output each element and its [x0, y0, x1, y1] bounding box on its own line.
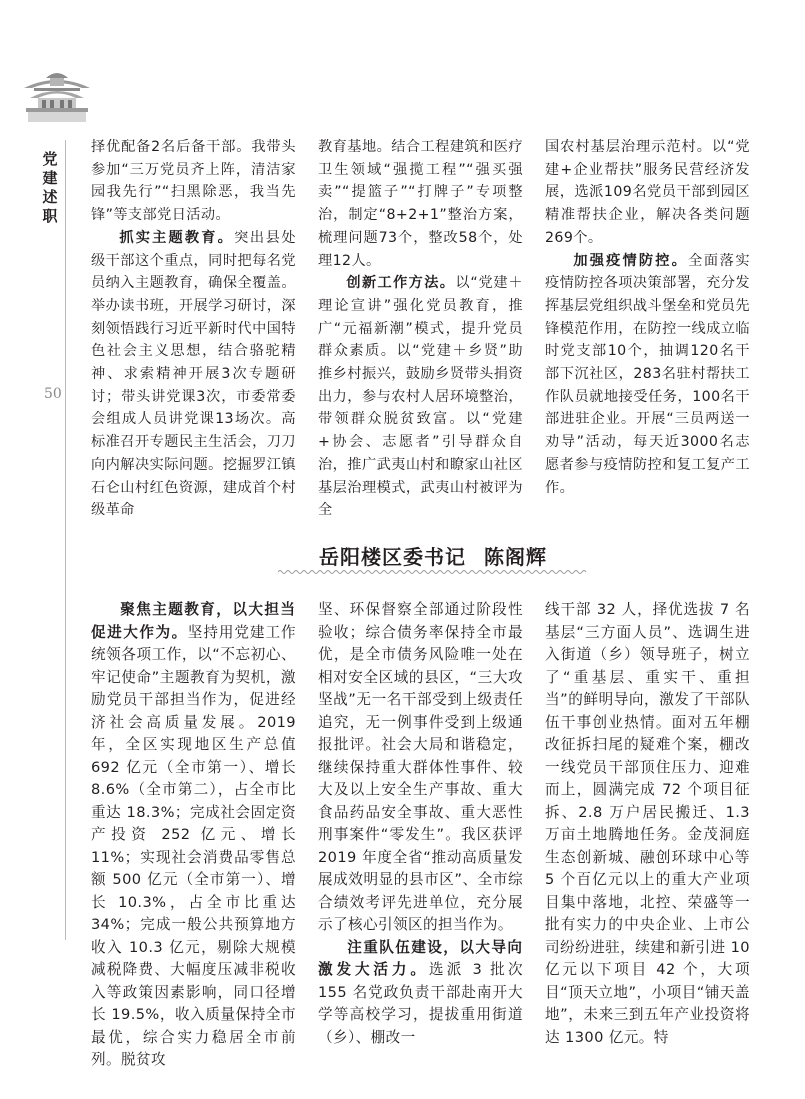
- upper-column-2: [318, 136, 523, 522]
- paragraph-text: 以“党建＋理论宣讲”强化党员教育，推广“元福新潮”模式，提升党员群众素质。以“党建＋乡贤”助推乡村振兴，鼓励乡贤带头捐资出力，参与农村人居环境整治，带领群众脱贫致富。以“党建+协会、志愿者”引导群众自治，推广武夷山村和瞭家山社区基层治理模式，武夷山村被评为全: [318, 275, 523, 519]
- page-number: 50: [44, 386, 62, 402]
- paragraph-text: 国农村基层治理示范村。以“党建+企业帮扶”服务民营经济发展，选派109名党员干部到园区精准帮扶企业，解决各类问题269个。: [545, 139, 750, 246]
- upper-column-3: [545, 136, 750, 499]
- paragraph-text: 择优配备2名后备干部。我带头参加“三万党员齐上阵，清洁家园我先行”“扫黑除恶，我当先锋”等支部党日活动。: [91, 139, 296, 224]
- paragraph-heading: 抓实主题教育。: [119, 229, 235, 246]
- paragraph-heading: 创新工作方法。: [346, 275, 456, 292]
- paragraph-text: 突出县处级干部这个重点，同时把每名党员纳入主题教育，确保全覆盖。举办读书班，开展学习研讨，深刻领悟践行习近平新时代中国特色社会主义思想，结合骆驼精神、求索精神开展3次专题研讨；带头讲党课3次，市委常委会组成人员讲党课13场次。高标准召开专题民主生活会，刀刀向内解决实际问题。挖掘罗江镇石仑山村红色资源，建成首个村级革命: [91, 229, 296, 519]
- wavy-divider: [278, 568, 588, 576]
- paragraph: [318, 136, 523, 272]
- paragraph-text: 选派 3 批次 155 名党政负责干部赴南开大学等高校学习，提拔重用街道（乡）、棚改一: [318, 961, 523, 1046]
- paragraph-text: 教育基地。结合工程建筑和医疗卫生领域“强揽工程”“强买强卖”“提篮子”“打牌子”专项整治，制定“8+2+1”整治方案，梳理问题73个，整改58个，处理12人。: [318, 139, 523, 269]
- lower-column-3: [545, 599, 750, 1049]
- pagoda-logo: [20, 58, 94, 126]
- section-label: 党建述职: [42, 150, 58, 225]
- paragraph-heading: 聚焦主题教育，以大担当促进大作为。: [91, 601, 296, 641]
- paragraph-heading: 加强疫情防控。: [573, 252, 689, 269]
- section-title-role: 岳阳楼区委书记: [319, 545, 466, 569]
- side-rule: [65, 140, 66, 940]
- paragraph: [545, 599, 750, 1049]
- paragraph-heading: 注重队伍建设，以大导向激发大活力。: [318, 938, 523, 978]
- paragraph: [318, 937, 523, 1050]
- paragraph-text: 坚、环保督察全部通过阶段性验收；综合债务率保持全市最优，是全市债务风险唯一处在相对安全区域的县区，“三大攻坚战”无一名干部受到上级责任追究，无一例事件受到上级通报批评。社会大局和谐稳定，继续保持重大群体性事件、较大及以上安全生产事故、重大食品药品安全事故、重大恶性刑事案件“零发生”。我区获评 2019 年度全省“推动高质量发展成效明显的县市区”、全市综合绩效考评先进单位，充分展示了核心引领区的担当作为。: [318, 601, 523, 933]
- paragraph: [91, 136, 296, 227]
- paragraph-text: 全面落实疫情防控各项决策部署，充分发挥基层党组织战斗堡垒和党员先锋模范作用，在防控一线成立临时党支部10个，抽调120名干部下沉社区，283名驻村帮扶工作队员就地接受任务，100名干部进驻企业。开展“三员两送一劝导”活动，每天近3000名志愿者参与疫情防控和复工复产工作。: [545, 252, 750, 496]
- lower-column-1: [91, 599, 296, 1072]
- section-title: [278, 541, 588, 570]
- upper-column-1: [91, 136, 296, 522]
- paragraph: [545, 250, 750, 500]
- section-title-name: 陈阁辉: [484, 545, 547, 569]
- paragraph: [318, 599, 523, 937]
- lower-column-2: [318, 599, 523, 1049]
- paragraph: [318, 272, 523, 522]
- paragraph-text: 线干部 32 人，择优选拔 7 名基层“三方面人员”、选调生进入街道（乡）领导班子，树立了“重基层、重实干、重担当”的鲜明导向，激发了干部队伍干事创业热情。面对五年棚改征拆扫尾的疑难个案，棚改一线党员干部顶住压力、迎难而上，圆满完成 72 个项目征拆、2.8 万户居民搬迁、1.3 万亩土地腾地任务。金茂洞庭生态创新城、融创环球中心等 5 个百亿元以上的重大产业项目集中落地，北控、荣盛等一批有实力的中央企业、上市公司纷纷进驻，续建和新引进 10 亿元以下项目 42 个，大项目“顶天立地”，小项目“铺天盖地”，未来三到五年产业投资将达 1300 亿元。特: [545, 601, 750, 1046]
- paragraph: [545, 136, 750, 250]
- paragraph: [91, 227, 296, 522]
- paragraph-text: 坚持用党建工作统领各项工作，以“不忘初心、牢记使命”主题教育为契机，激励党员干部担当作为，促进经济社会高质量发展。2019 年，全区实现地区生产总值 692 亿元（全市第一）、增长 8.6%（全市第二），占全市比重达 18.3%；完成社会固定资产投资 252 亿元、增长 11%；实现社会消费品零售总额 500 亿元（全市第一）、增长 10.3%，占全市比重达 34%；完成一般公共预算地方收入 10.3 亿元，剔除大规模减税降费、大幅度压减非税收入等政策因素影响，同口径增长 19.5%，收入质量保持全市最优，综合实力稳居全市前列。脱贫攻: [91, 623, 296, 1068]
- paragraph: [91, 599, 296, 1072]
